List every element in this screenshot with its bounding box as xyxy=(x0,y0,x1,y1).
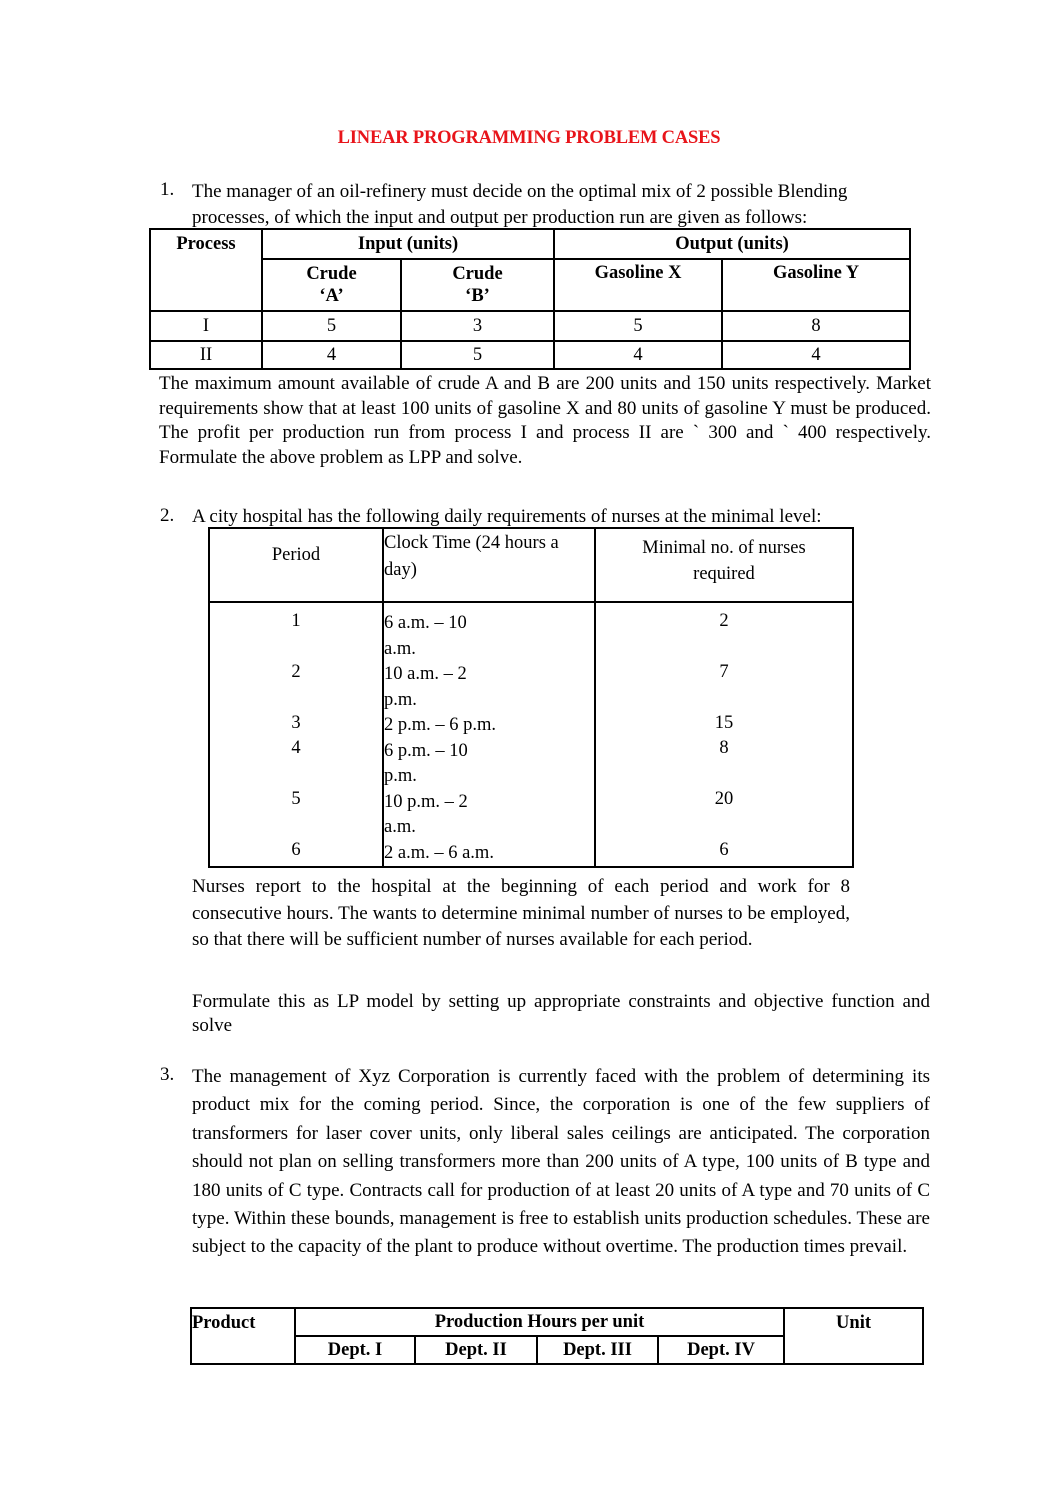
cell-nurses: 2 xyxy=(719,611,729,631)
cell-nurses: 8 xyxy=(719,738,729,758)
cell-time: 2 a.m. – 6 a.m. xyxy=(384,842,494,863)
cell-gasoline-y: 8 xyxy=(722,311,910,341)
table-body xyxy=(209,602,853,867)
header-crude-a xyxy=(262,259,401,311)
cell-time: 10 p.m. – 2 xyxy=(384,791,468,812)
cell-gasoline-x: 5 xyxy=(554,311,722,341)
cell-nurses: 7 xyxy=(719,662,729,682)
header-dept-2: Dept. II xyxy=(415,1336,537,1364)
header-input: Input (units) xyxy=(262,229,554,259)
cell-gasoline-x: 4 xyxy=(554,341,722,369)
refinery-table xyxy=(149,228,911,370)
header-product: Product xyxy=(191,1308,295,1364)
header-crude-a-line2: ‘A’ xyxy=(319,286,344,306)
header-process: Process xyxy=(150,229,262,311)
cell-time: 2 p.m. – 6 p.m. xyxy=(384,715,497,735)
cell-nurses: 20 xyxy=(714,789,734,809)
header-gasoline-y: Gasoline Y xyxy=(722,259,910,311)
cell-time: 6 a.m. – 10 xyxy=(384,613,467,633)
problem-2-intro: A city hospital has the following daily requirements of nurses at the minimal level: xyxy=(192,506,822,527)
problem-1-intro xyxy=(192,179,932,230)
cell-crude-a: 5 xyxy=(262,311,401,341)
cell-time: p.m. xyxy=(384,689,417,710)
cell-period: 1 xyxy=(291,611,301,631)
cell-process: I xyxy=(150,311,262,341)
clock-time-column xyxy=(383,602,595,867)
header-production-hours: Production Hours per unit xyxy=(295,1308,784,1336)
cell-period: 2 xyxy=(291,662,301,682)
header-gasoline-x: Gasoline X xyxy=(554,259,722,311)
cell-crude-b: 5 xyxy=(401,341,554,369)
header-crude-b xyxy=(401,259,554,311)
cell-nurses: 15 xyxy=(714,713,734,733)
problem-1-body: The maximum amount available of crude A and B are 200 units and 150 units respectively. Market requirements show that at least 100 units of gasoline X and 80 units of gasoline Y must be produced. The profit per production run from process I and process II are ` 300 and ` 400 respectively. Formulate the above problem as LPP and solve. xyxy=(159,373,931,468)
document-title: LINEAR PROGRAMMING PROBLEM CASES xyxy=(337,128,721,148)
header-output: Output (units) xyxy=(554,229,910,259)
cell-nurses: 6 xyxy=(719,840,729,860)
table-row xyxy=(150,341,910,369)
cell-crude-b: 3 xyxy=(401,311,554,341)
cell-process: II xyxy=(150,341,262,369)
problem-3-body: The management of Xyz Corporation is currently faced with the problem of determining its product mix for the coming period. Since, the corporation is one of the few suppliers of transformers for laser cover units, only liberal sales ceilings are anticipated. The corporation should not plan on selling transformers more than 200 units of A type, 100 units of B type and 180 units of C type. Contracts call for production of at least 20 units of A type and 70 units of C type. Within these bounds, management is free to establish units production schedules. These are subject to the capacity of the plant to produce without overtime. The production times prevail. xyxy=(192,1066,930,1258)
header-crude-b-line2: ‘B’ xyxy=(465,286,490,306)
header-crude-a-line1: Crude xyxy=(306,264,357,284)
cell-time: 10 a.m. – 2 xyxy=(384,664,467,684)
cell-period: 3 xyxy=(291,713,301,733)
cell-time: 6 p.m. – 10 xyxy=(384,740,468,761)
header-minimal-nurses: Minimal no. of nurses required xyxy=(595,528,853,602)
cell-time: p.m. xyxy=(384,766,417,786)
cell-crude-a: 4 xyxy=(262,341,401,369)
header-clock-time: Clock Time (24 hours a day) xyxy=(383,528,595,602)
problem-2-body-1: Nurses report to the hospital at the beginning of each period and work for 8 consecutive hours. The wants to determine minimal number of nurses to be employed, so that there will be sufficient number of nurses available for each period. xyxy=(192,876,850,950)
problem-3-number: 3. xyxy=(160,1064,175,1085)
header-crude-b-line1: Crude xyxy=(452,264,503,284)
cell-time: a.m. xyxy=(384,817,416,837)
nurses-column xyxy=(595,602,853,867)
table-row xyxy=(150,311,910,341)
problem-2-body-2: Formulate this as LP model by setting up appropriate constraints and objective function and solve xyxy=(192,991,930,1036)
cell-period: 5 xyxy=(291,789,301,809)
cell-gasoline-y: 4 xyxy=(722,341,910,369)
header-period: Period xyxy=(209,528,383,602)
header-dept-3: Dept. III xyxy=(537,1336,658,1364)
cell-time: a.m. xyxy=(384,638,416,659)
nurses-table xyxy=(208,527,854,868)
period-column xyxy=(209,602,383,867)
problem-1-intro-line: processes, of which the input and output per production run are given as follows: xyxy=(192,206,808,228)
problem-2-number: 2. xyxy=(160,505,175,526)
header-unit: Unit xyxy=(784,1308,923,1364)
problem-1-number: 1. xyxy=(160,179,175,200)
cell-period: 6 xyxy=(291,840,301,860)
header-dept-1: Dept. I xyxy=(295,1336,415,1364)
header-dept-4: Dept. IV xyxy=(658,1336,784,1364)
problem-1-intro-line: The manager of an oil-refinery must decide on the optimal mix of 2 possible Blending xyxy=(192,181,848,202)
cell-period: 4 xyxy=(291,738,301,758)
production-hours-table xyxy=(190,1307,924,1365)
